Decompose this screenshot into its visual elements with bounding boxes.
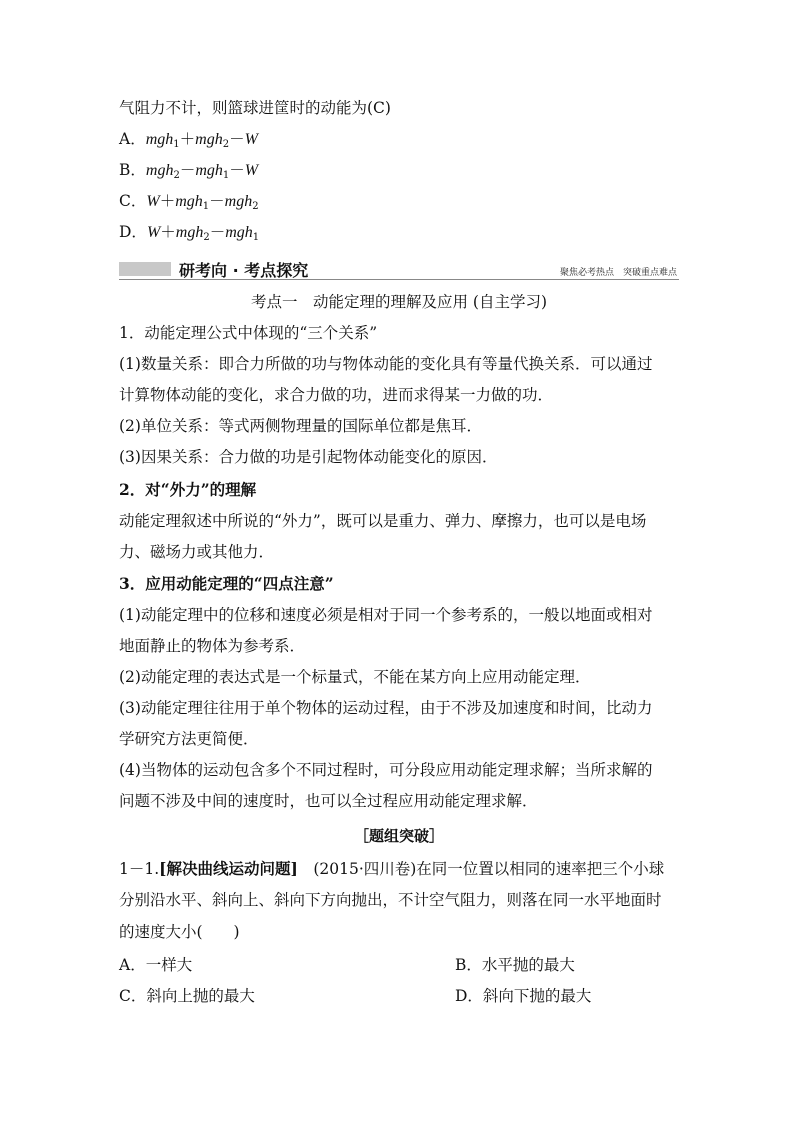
- s2-paragraph-a: 动能定理叙述中所说的“外力”，既可以是重力、弹力、摩擦力，也可以是电场: [119, 512, 647, 530]
- s1-paragraph-1b: 计算物体动能的变化，求合力做的功，进而求得某一力做的功．: [119, 386, 554, 404]
- problem-tag: [解决曲线运动问题]: [159, 859, 298, 878]
- problem-line-2: 分别沿水平、斜向上、斜向下方向抛出，不计空气阻力，则落在同一水平地面时: [119, 891, 662, 909]
- option-d: D．W＋mgh$_2$－mgh$_1$: [119, 223, 260, 243]
- s3-paragraph-2: (2)动能定理的表达式是一个标量式，不能在某方向上应用动能定理．: [119, 668, 591, 686]
- s1-paragraph-2: (2)单位关系：等式两侧物理量的国际单位都是焦耳．: [119, 417, 482, 435]
- option-c: C．W＋mgh$_1$－mgh$_2$: [119, 192, 259, 212]
- problem-line-1: [119, 859, 664, 879]
- problem-line-3: 的速度大小( ): [119, 923, 240, 941]
- tizu-title: ［题组突破］: [353, 827, 444, 845]
- option-letter: D．: [119, 223, 147, 241]
- s1-heading: 1．动能定理公式中体现的“三个关系”: [119, 324, 378, 342]
- section-banner: [119, 259, 679, 280]
- option-letter: A．: [119, 130, 146, 148]
- question-tail: 气阻力不计，则篮球进筐时的动能为(C): [119, 99, 391, 117]
- s2-paragraph-b: 力、磁场力或其他力．: [119, 543, 275, 561]
- choice-b: B．水平抛的最大: [455, 956, 575, 974]
- s1-paragraph-3: (3)因果关系：合力做的功是引起物体动能变化的原因．: [119, 448, 498, 466]
- s3-heading: 3．应用动能定理的“四点注意”: [119, 574, 334, 593]
- problem-number: 1－1.: [119, 860, 160, 878]
- option-letter: B．: [119, 161, 146, 179]
- option-b: B．mgh$_2$－mgh$_1$－W: [119, 161, 259, 181]
- s1-paragraph-1a: (1)数量关系：即合力所做的功与物体动能的变化具有等量代换关系．可以通过: [119, 355, 653, 373]
- banner-tag: 聚焦必考热点 突破重点难点: [559, 268, 677, 278]
- s3-paragraph-3a: (3)动能定理往往用于单个物体的运动过程，由于不涉及加速度和时间，比动力: [119, 699, 653, 717]
- banner-title: 研考向 · 考点探究: [179, 261, 309, 280]
- s3-paragraph-3b: 学研究方法更简便．: [119, 730, 259, 748]
- choice-c: C．斜向上抛的最大: [119, 987, 255, 1005]
- s3-paragraph-4a: (4)当物体的运动包含多个不同过程时，可分段应用动能定理求解；当所求解的: [119, 761, 653, 779]
- s3-paragraph-1b: 地面静止的物体为参考系．: [119, 637, 306, 655]
- problem-source: (2015·四川卷)在同一位置以相同的速率把三个小球: [297, 860, 665, 878]
- option-letter: C．: [119, 192, 147, 210]
- s3-paragraph-4b: 问题不涉及中间的速度时，也可以全过程应用动能定理求解．: [119, 792, 538, 810]
- s3-paragraph-1a: (1)动能定理中的位移和速度必须是相对于同一个参考系的，一般以地面或相对: [119, 606, 653, 624]
- s2-heading: 2．对“外力”的理解: [119, 480, 257, 499]
- option-a: A．mgh$_1$＋mgh$_2$－W: [119, 130, 258, 150]
- banner-bar: [119, 262, 171, 276]
- kaodian-title: 考点一 动能定理的理解及应用 (自主学习): [250, 293, 548, 311]
- choice-d: D．斜向下抛的最大: [455, 987, 592, 1005]
- choice-a: A．一样大: [119, 956, 193, 974]
